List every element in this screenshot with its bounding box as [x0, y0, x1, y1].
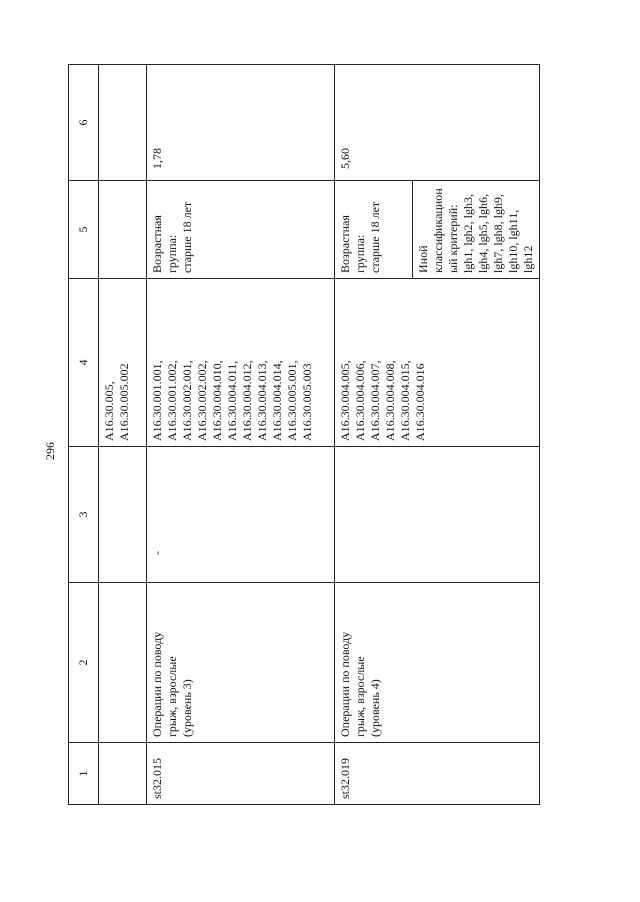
- service-code: A16.30.004.006,: [353, 360, 367, 441]
- criteria-extra-line: классификацион: [431, 188, 445, 273]
- tariff-table: [68, 64, 540, 805]
- criteria-line: группа:: [165, 234, 179, 273]
- cell-criteria: [335, 181, 413, 279]
- cell-coef: [335, 65, 540, 181]
- table-row-st32-015: [147, 65, 335, 805]
- header-col-5: 5: [69, 181, 99, 279]
- header-col-6: 6: [69, 65, 99, 181]
- cell-col3: [335, 447, 540, 583]
- name-line: грыж, взрослые: [165, 656, 179, 737]
- dash-mark: -: [150, 551, 164, 555]
- service-code: A16.30.004.010,: [210, 360, 224, 441]
- service-code: A16.30.005.003: [300, 363, 314, 441]
- service-code: A16.30.004.014,: [270, 360, 284, 441]
- service-code: A16.30.001.002,: [165, 360, 179, 441]
- name-line: грыж, взрослые: [353, 656, 367, 737]
- criteria-extra-line: lgh4, lgh5, lgh6,: [476, 193, 490, 273]
- service-code: A16.30.004.011,: [225, 360, 239, 441]
- table-row-st32-019: [335, 65, 413, 805]
- cell-coef: [147, 65, 335, 181]
- table-row-continuation: [99, 65, 147, 805]
- name-line: (уровень 4): [368, 679, 382, 737]
- service-code: A16.30.004.016: [413, 363, 427, 441]
- service-code: A16.30.004.007,: [368, 360, 382, 441]
- service-code: A16.30.004.015,: [398, 360, 412, 441]
- criteria-line: Возрастная: [338, 215, 352, 273]
- cell-name: [335, 583, 540, 743]
- name-line: (уровень 3): [180, 679, 194, 737]
- name-line: Операции по поводу: [150, 631, 164, 737]
- criteria-line: Возрастная: [150, 215, 164, 273]
- cell-coef: [99, 65, 147, 181]
- cell-name: [147, 583, 335, 743]
- service-code: A16.30.004.012,: [240, 360, 254, 441]
- cell-criteria: [147, 181, 335, 279]
- criteria-line: группа:: [353, 234, 367, 273]
- criteria-line: старше 18 лет: [368, 201, 382, 273]
- service-code: A16.30.005.002: [117, 363, 131, 441]
- header-row: [69, 65, 99, 805]
- service-code: A16.30.002.002,: [195, 360, 209, 441]
- service-code: A16.30.004.013,: [255, 360, 269, 441]
- cell-criteria: [99, 181, 147, 279]
- service-code: A16.30.004.005,: [338, 360, 352, 441]
- header-col-2: 2: [69, 583, 99, 743]
- cell-code: st32.019: [335, 743, 540, 805]
- coef-value: 1,78: [150, 148, 164, 169]
- header-col-1: 1: [69, 743, 99, 805]
- cell-services: [335, 279, 540, 447]
- cell-col3: [99, 447, 147, 583]
- cell-criteria-extra: [413, 181, 540, 279]
- criteria-extra-line: lgh7, lgh8, lgh9,: [491, 193, 505, 273]
- page-number: 296: [43, 442, 57, 460]
- service-code: A16.30.005,: [102, 381, 116, 441]
- service-code: A16.30.001.001,: [150, 360, 164, 441]
- criteria-line: старше 18 лет: [180, 201, 194, 273]
- criteria-extra-line: Иной: [416, 245, 430, 273]
- service-code: A16.30.005.001,: [285, 360, 299, 441]
- name-line: Операции по поводу: [338, 631, 352, 737]
- service-code: A16.30.004.008,: [383, 360, 397, 441]
- tariff-table-container: [68, 65, 535, 805]
- cell-services: [147, 279, 335, 447]
- header-col-4: 4: [69, 279, 99, 447]
- service-code: A16.30.002.001,: [180, 360, 194, 441]
- criteria-extra-line: lgh10, lgh11,: [506, 209, 520, 273]
- criteria-extra-line: lgh12: [521, 245, 535, 273]
- cell-code: [99, 743, 147, 805]
- header-col-3: 3: [69, 447, 99, 583]
- cell-services: [99, 279, 147, 447]
- criteria-extra-line: ый критерий:: [446, 204, 460, 273]
- cell-col3: [147, 447, 335, 583]
- cell-name: [99, 583, 147, 743]
- cell-code: st32.015: [147, 743, 335, 805]
- criteria-extra-line: lgh1, lgh2, lgh3,: [461, 193, 475, 273]
- coef-value: 5,60: [338, 148, 352, 169]
